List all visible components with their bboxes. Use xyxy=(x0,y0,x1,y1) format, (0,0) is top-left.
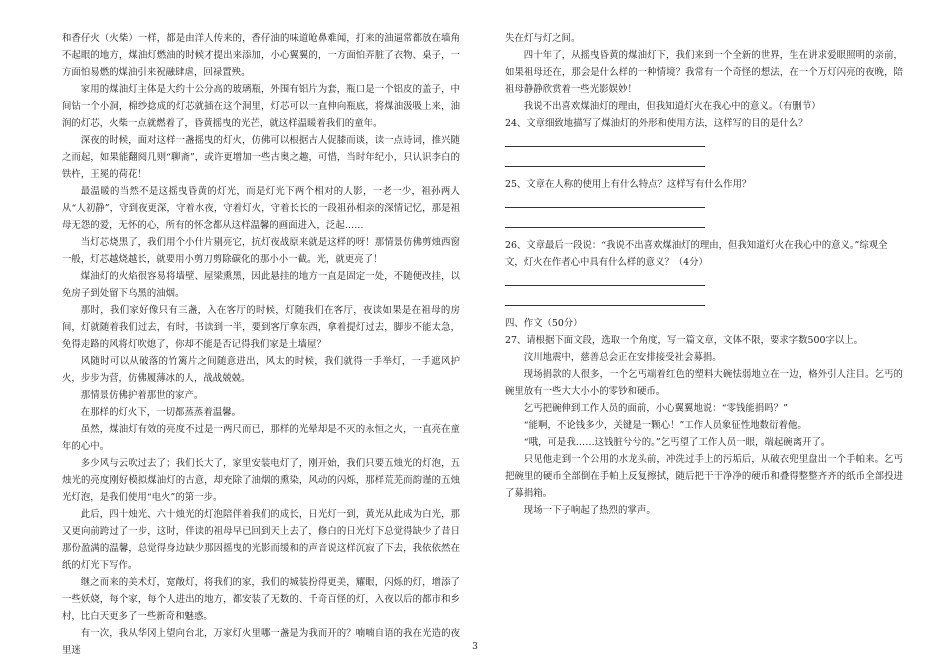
paragraph: 在那样的灯火下，一切都蒸蒸着温馨。 xyxy=(80,407,242,418)
paragraph: 深夜的时候，面对这样一盏摇曳的灯火，仿佛可以根据古人促膝而谈，读一点诗词，推兴随之而起，如果能翻阅几则“聊斋”，或许更增加一些古奥之趣，可惜，当时年纪小，只认识李白的铁杵，王冕的荷花！ xyxy=(62,135,460,180)
answer-line xyxy=(505,217,705,228)
essay-paragraph: 汶川地震中，慈善总会正在安排接受社会募捐。 xyxy=(523,352,722,363)
paragraph: 风随时可以从破落的竹篱片之间随意进出，风太的时候，我们就得一手举灯，一手遮风护火，步步为营，仿佛履薄冰的人，战战兢兢。 xyxy=(62,356,460,384)
question-24: 24、文章细致地描写了煤油灯的外形和使用方法，这样写的目的是什么？ xyxy=(505,118,808,129)
page-number: 3 xyxy=(472,642,478,652)
essay-paragraph: 乞丐把碗伸到工作人员的面前，小心翼翼地说：“零钱能捐吗？” xyxy=(523,403,788,414)
essay-paragraph: “能啊，不论钱多少，关键是一颗心！”工作人员象征性地数衍着他。 xyxy=(523,420,807,431)
essay-paragraph: “哦，可是我……这钱脏兮兮的。”乞丐望了工作人员一眼，端起碗离开了。 xyxy=(523,437,831,448)
paragraph: 失在灯与灯之间。 xyxy=(505,33,581,44)
answer-lines xyxy=(505,275,903,306)
section-heading: 四、作文（50分） xyxy=(505,318,583,329)
right-column xyxy=(505,30,903,519)
paragraph: 和香仔火（火柴）一样，都是由洋人传来的，香仔油的味道呛鼻难闻，打来的油逼常都放在墙角不起眼的地方，煤油灯燃油的时候才提出来添加，小心翼翼的，一方面怕弄脏了衣物、桌子，一方面怕易燃的煤油引来祝融肆虐，回禄置殃。 xyxy=(62,33,460,78)
answer-lines xyxy=(505,136,903,167)
paragraph: 家用的煤油灯主体是大约十公分高的玻璃瓶，外围有铝片为套，瓶口是一个铝皮的盖子，中间钻一个小洞，棉纱捻成的灯芯就插在这个洞里，灯芯可以一直伸向瓶底，将煤油汲吸上来，油润的灯芯，火柴一点就燃着了，昏黄摇曳的光芒，就这样温暖着我们的童年。 xyxy=(62,84,460,129)
essay-paragraph: 只见他走到一个公用的水龙头前，冲洗过手上的污垢后，从破衣兜里盘出一个手帕来。乞丐把碗里的硬币全部倒在手帕上反复擦拭，随后把干干净净的硬币和叠得整整齐齐的纸币全部投进了募捐箱。 xyxy=(505,454,903,499)
question-27: 27、请根据下面文段，选取一个角度，写一篇文章，文体不限，要求字数500字以上。 xyxy=(505,335,863,346)
paragraph: 最温暖的当然不是这摇曳昏黄的灯光，而是灯光下两个相对的人影，一老一少，祖孙两人从“人初静”，守到夜更深，守着水夜，守着灯火，守着长长的一段祖孙相亲的深情记忆，那是祖母无怨的爱，无怀的心，所有的怀念都从这样温馨的画面进入，泛起…… xyxy=(62,186,460,231)
paragraph: 那情景仿佛护着那世的家产。 xyxy=(80,390,204,401)
left-column xyxy=(62,30,460,659)
answer-line xyxy=(505,136,705,147)
essay-paragraph: 现场一下子响起了热烈的掌声。 xyxy=(523,505,656,516)
paragraph: 煤油灯的火焰很容易将墙壁、屋梁熏黑，因此悬挂的地方一直是固定一处，不随便改挂，以免房子到处留下乌黑的油烟。 xyxy=(62,271,460,299)
question-25: 25、文章在人称的使用上有什么特点？这样写有什么作用？ xyxy=(505,179,752,190)
essay-paragraph: 现场捐款的人很多，一个乞丐端着红色的塑料大碗怯弱地立在一边，格外引人注目。乞丐的碗里放有一些大大小小的零钞和硬币。 xyxy=(505,369,903,397)
paragraph: 多少风与云吹过去了；我们长大了，家里安装电灯了，刚开始，我们只要五烛光的灯泡，五烛光的亮度刚好模拟煤油灯的古意，却充除了油烟的熏染，风动的闪烁，那样荒芜而韵谨的五烛光灯泡，是我们使用“电火”的第一步。 xyxy=(62,458,460,503)
paragraph: 有一次，我从华冈上望向台北，万家灯火里哪一盏是为我而开的？喃喃自语的我在光造的夜里迷 xyxy=(62,628,460,656)
paragraph: 我说不出喜欢煤油灯的理由，但我知道灯火在我心中的意义。（有删节） xyxy=(523,101,821,112)
question-26: 26、文章最后一段说：“我说不出喜欢煤油灯的理由，但我知道灯火在我心中的意义。”综观全文，灯火在作者心中具有什么样的意义？（4分） xyxy=(505,240,888,268)
answer-lines xyxy=(505,197,903,228)
answer-line xyxy=(505,156,705,167)
paragraph: 虽然，煤油灯有效的亮度不过是一两尺而已，那样的光晕却是不灭的永恒之火，一直亮在童年的心中。 xyxy=(62,424,460,452)
paragraph: 四十年了，从摇曳昏黄的煤油灯下，我们来到一个全新的世界，生在讲求爱眼照明的亲前，如果祖母还在，那会是什么样的一种情境？我常有一个奇怪的想法，在一个万灯闪亮的夜晚，陪祖母静静欣赏着一些光影娱妙！ xyxy=(505,50,903,95)
paragraph: 此后，四十烛光、六十烛光的灯泡陪伴着我们的成长，日光灯一到，黄光从此成为白光，那又更向前跨过了一步，这时，伴读的祖母早已回到天上去了，修白的日光灯下总觉得缺少了昔日那份盈满的温馨，总觉得身边缺少那因摇曳的光影而缓和的声音说这样沉寂了下去，我依依然在纸的灯光下写作。 xyxy=(62,509,460,571)
paragraph: 当灯芯烧黑了，我们用个小什片剔亮它，抗灯夜战原来就是这样的呀！那情景仿佛剪烛西窗一般，灯芯越烧越长，就要用小剪刀剪除碳化的那小小一截。光，就更亮了！ xyxy=(62,237,460,265)
paragraph: 那时，我们家好像只有三盏，入在客厅的时候，灯随我们在客厅，夜读如果是在祖母的房间，灯就随着我们过去，有时，书读到一半，要到客厅拿东西，拿着提灯过去，脚步不能太急，免得走路的风将灯吹熄了，你却不能是否记得我们家是土墙屋？ xyxy=(62,305,460,350)
answer-line xyxy=(505,275,705,286)
paragraph: 继之而来的美术灯，宽敞灯，将我们的家，我们的城装扮得更美，耀眼，闪烁的灯，增添了一些妖娆，每个家，每个人进出的地方，都安装了无数的、千奇百怪的灯，入夜以后的都市和乡村，比白天更多了一些新奇和魅惑。 xyxy=(62,577,460,622)
answer-line xyxy=(505,295,705,306)
answer-line xyxy=(505,197,705,208)
